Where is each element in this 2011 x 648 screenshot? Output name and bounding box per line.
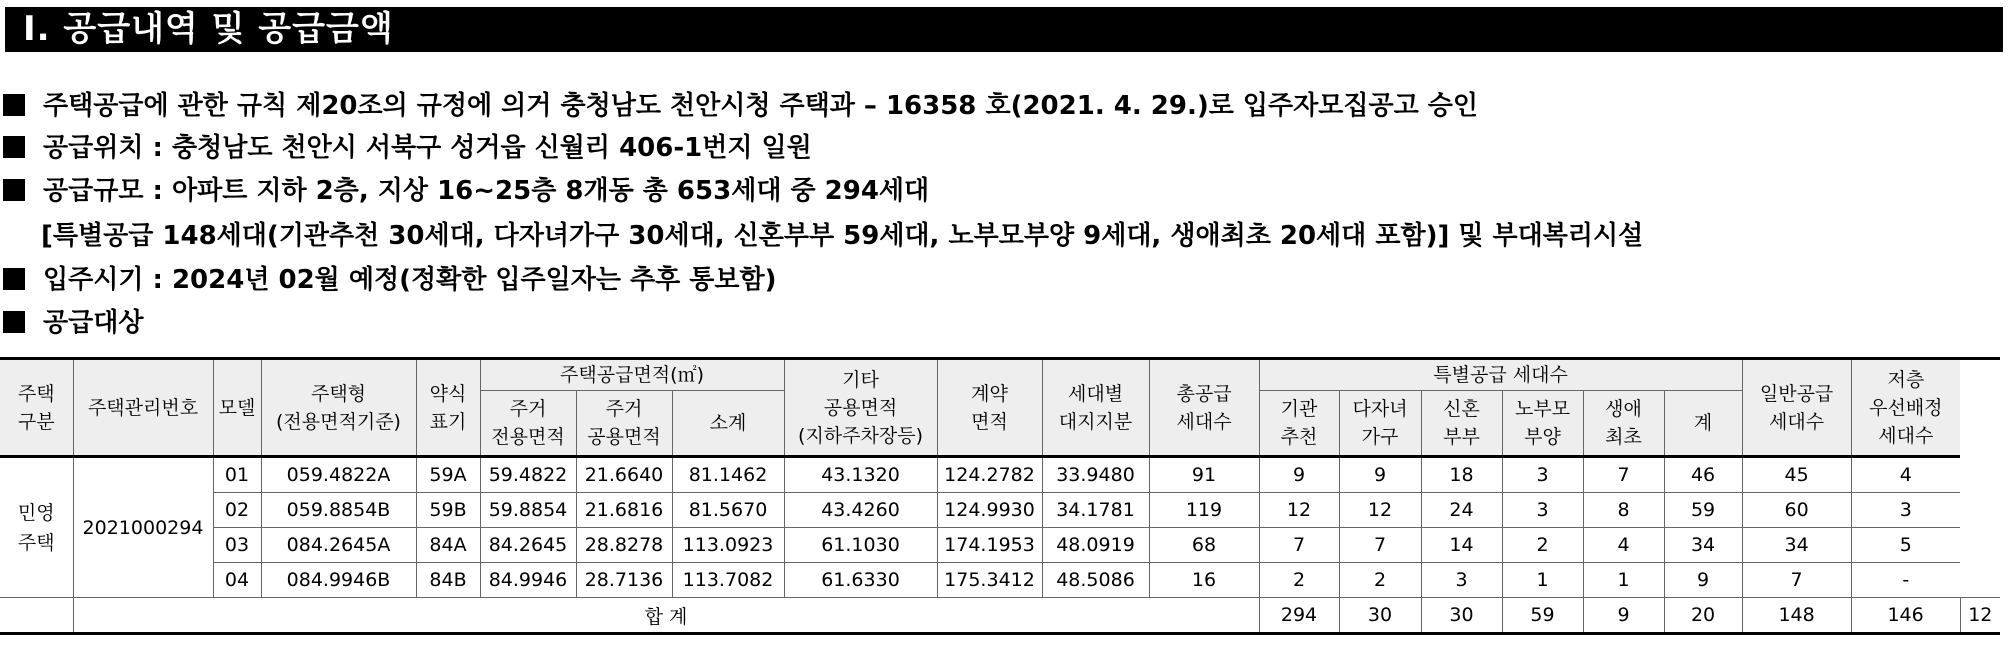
table-cell: 4: [1583, 528, 1664, 563]
info-text: 입주시기 : 2024년 02월 예정(정확한 입주일자는 추후 통보함): [43, 265, 777, 295]
table-cell: 059.4822A: [261, 457, 416, 493]
info-text: 공급위치 : 충청남도 천안시 서북구 성거읍 신월리 406-1번지 일원: [43, 133, 812, 163]
table-cell: 1: [1502, 563, 1583, 598]
table-cell: 113.7082: [672, 563, 784, 598]
table-cell: 174.1953: [937, 528, 1042, 563]
table-cell: 34: [1742, 528, 1851, 563]
table-cell: 33.9480: [1042, 457, 1149, 493]
table-row: [0, 493, 2000, 528]
header-mgmt-no: 주택관리번호: [73, 359, 213, 457]
table-cell: 3: [1502, 457, 1583, 493]
header-multi-child: 다자녀 가구: [1339, 391, 1421, 457]
info-line-scale: [0, 174, 929, 208]
table-cell: 60: [1742, 493, 1851, 528]
table-cell: 2: [1339, 563, 1421, 598]
header-land-share: 세대별 대지지분: [1042, 359, 1149, 457]
table-cell: 1: [1583, 563, 1664, 598]
total-cell: 59: [1502, 598, 1583, 634]
table-cell: 119: [1149, 493, 1259, 528]
table-cell: 124.2782: [937, 457, 1042, 493]
info-line-location: [0, 131, 812, 165]
table-cell: 46: [1664, 457, 1742, 493]
mgmt-no-cell: 2021000294: [73, 457, 213, 598]
table-cell: 91: [1149, 457, 1259, 493]
info-text: [특별공급 148세대(기관추천 30세대, 다자녀가구 30세대, 신혼부부 59세대, 노부모부양 9세대, 생애최초 20세대 포함)] 및 부대복리시설: [41, 221, 1644, 251]
info-line-target: [0, 306, 143, 340]
table-cell: 059.8854B: [261, 493, 416, 528]
square-bullet-icon: [3, 136, 25, 158]
table-cell: 3: [1851, 493, 1960, 528]
table-cell: 59.8854: [480, 493, 576, 528]
total-label: 합 계: [73, 598, 1259, 634]
table-cell: 48.5086: [1042, 563, 1149, 598]
table-cell: 5: [1851, 528, 1960, 563]
total-cell: 30: [1421, 598, 1502, 634]
table-cell: 59: [1664, 493, 1742, 528]
table-cell: 4: [1851, 457, 1960, 493]
square-bullet-icon: [3, 179, 25, 201]
table-cell: 7: [1339, 528, 1421, 563]
header-special-sum: 계: [1664, 391, 1742, 457]
table-cell: 7: [1583, 457, 1664, 493]
total-spacer: [0, 598, 73, 634]
header-elderly: 노부모 부양: [1502, 391, 1583, 457]
table-cell: 43.4260: [784, 493, 937, 528]
table-cell: 9: [1664, 563, 1742, 598]
table-cell: 59B: [416, 493, 480, 528]
header-general-units: 일반공급 세대수: [1742, 359, 1851, 457]
header-newlywed: 신혼 부부: [1421, 391, 1502, 457]
table-cell: 68: [1149, 528, 1259, 563]
header-first-time: 생애 최초: [1583, 391, 1664, 457]
table-cell: 84.9946: [480, 563, 576, 598]
table-row: [0, 563, 2000, 598]
info-line-approval: [0, 89, 1478, 123]
header-area-group: 주택공급면적(㎡): [480, 359, 784, 391]
table-cell: 18: [1421, 457, 1502, 493]
table-cell: 84A: [416, 528, 480, 563]
info-text: 주택공급에 관한 규칙 제20조의 규정에 의거 충청남도 천안시청 주택과 – 16358 호(2021. 4. 29.)로 입주자모집공고 승인: [43, 91, 1478, 121]
table-cell: 9: [1259, 457, 1339, 493]
table-cell: 28.7136: [576, 563, 672, 598]
header-common-area: 주거 공용면적: [576, 391, 672, 457]
table-cell: 84B: [416, 563, 480, 598]
table-cell: 45: [1742, 457, 1851, 493]
table-cell: 175.3412: [937, 563, 1042, 598]
table-cell: 28.8278: [576, 528, 672, 563]
total-cell: 294: [1259, 598, 1339, 634]
header-subtotal: 소계: [672, 391, 784, 457]
square-bullet-icon: [3, 311, 25, 333]
header-special-group: 특별공급 세대수: [1259, 359, 1742, 391]
header-exclusive-area: 주거 전용면적: [480, 391, 576, 457]
total-cell: 9: [1583, 598, 1664, 634]
table-cell: -: [1851, 563, 1960, 598]
table-cell: 12: [1339, 493, 1421, 528]
table-cell: 3: [1421, 563, 1502, 598]
info-text: 공급대상: [43, 308, 144, 338]
table-cell: 7: [1742, 563, 1851, 598]
table-cell: 084.9946B: [261, 563, 416, 598]
header-total-units: 총공급 세대수: [1149, 359, 1259, 457]
table-cell: 43.1320: [784, 457, 937, 493]
table-cell: 7: [1259, 528, 1339, 563]
table-cell: 2: [1502, 528, 1583, 563]
table-cell: 113.0923: [672, 528, 784, 563]
total-cell: 146: [1851, 598, 1960, 634]
square-bullet-icon: [3, 268, 25, 290]
table-cell: 84.2645: [480, 528, 576, 563]
table-cell: 8: [1583, 493, 1664, 528]
supply-table: [0, 357, 2000, 635]
table-cell: 03: [213, 528, 261, 563]
table-cell: 04: [213, 563, 261, 598]
table-cell: 81.1462: [672, 457, 784, 493]
total-cell: 30: [1339, 598, 1421, 634]
header-contract-area: 계약 면적: [937, 359, 1042, 457]
table-cell: 34: [1664, 528, 1742, 563]
header-model: 모델: [213, 359, 261, 457]
header-housing-type: 주택 구분: [0, 359, 73, 457]
table-cell: 14: [1421, 528, 1502, 563]
section-title: Ⅰ. 공급내역 및 공급금액: [5, 7, 2003, 52]
info-text: 공급규모 : 아파트 지하 2층, 지상 16~25층 8개동 총 653세대 중 294세대: [43, 176, 930, 206]
table-cell: 2: [1259, 563, 1339, 598]
table-cell: 61.6330: [784, 563, 937, 598]
header-unit-type: 주택형 (전용면적기준): [261, 359, 416, 457]
table-cell: 16: [1149, 563, 1259, 598]
table-row: [0, 457, 2000, 493]
square-bullet-icon: [3, 94, 25, 116]
table-cell: 02: [213, 493, 261, 528]
housing-type-cell: 민영 주택: [0, 457, 73, 598]
table-cell: 124.9930: [937, 493, 1042, 528]
table-cell: 21.6640: [576, 457, 672, 493]
table-cell: 01: [213, 457, 261, 493]
table-cell: 21.6816: [576, 493, 672, 528]
table-cell: 59A: [416, 457, 480, 493]
table-cell: 61.1030: [784, 528, 937, 563]
header-abbr: 약식 표기: [416, 359, 480, 457]
table-cell: 48.0919: [1042, 528, 1149, 563]
table-cell: 24: [1421, 493, 1502, 528]
header-institution: 기관 추천: [1259, 391, 1339, 457]
total-cell: 148: [1742, 598, 1851, 634]
info-line-special-supply: [0, 219, 1643, 253]
table-row: [0, 528, 2000, 563]
header-other-common: 기타 공용면적 (지하주차장등): [784, 359, 937, 457]
table-cell: 084.2645A: [261, 528, 416, 563]
table-cell: 3: [1502, 493, 1583, 528]
info-line-move-in: [0, 263, 777, 297]
total-cell: 12: [1960, 598, 2000, 634]
table-cell: 81.5670: [672, 493, 784, 528]
table-cell: 9: [1339, 457, 1421, 493]
total-row: [0, 598, 2000, 634]
header-low-floor: 저층 우선배정 세대수: [1851, 359, 1960, 457]
table-cell: 59.4822: [480, 457, 576, 493]
table-cell: 12: [1259, 493, 1339, 528]
total-cell: 20: [1664, 598, 1742, 634]
table-cell: 34.1781: [1042, 493, 1149, 528]
